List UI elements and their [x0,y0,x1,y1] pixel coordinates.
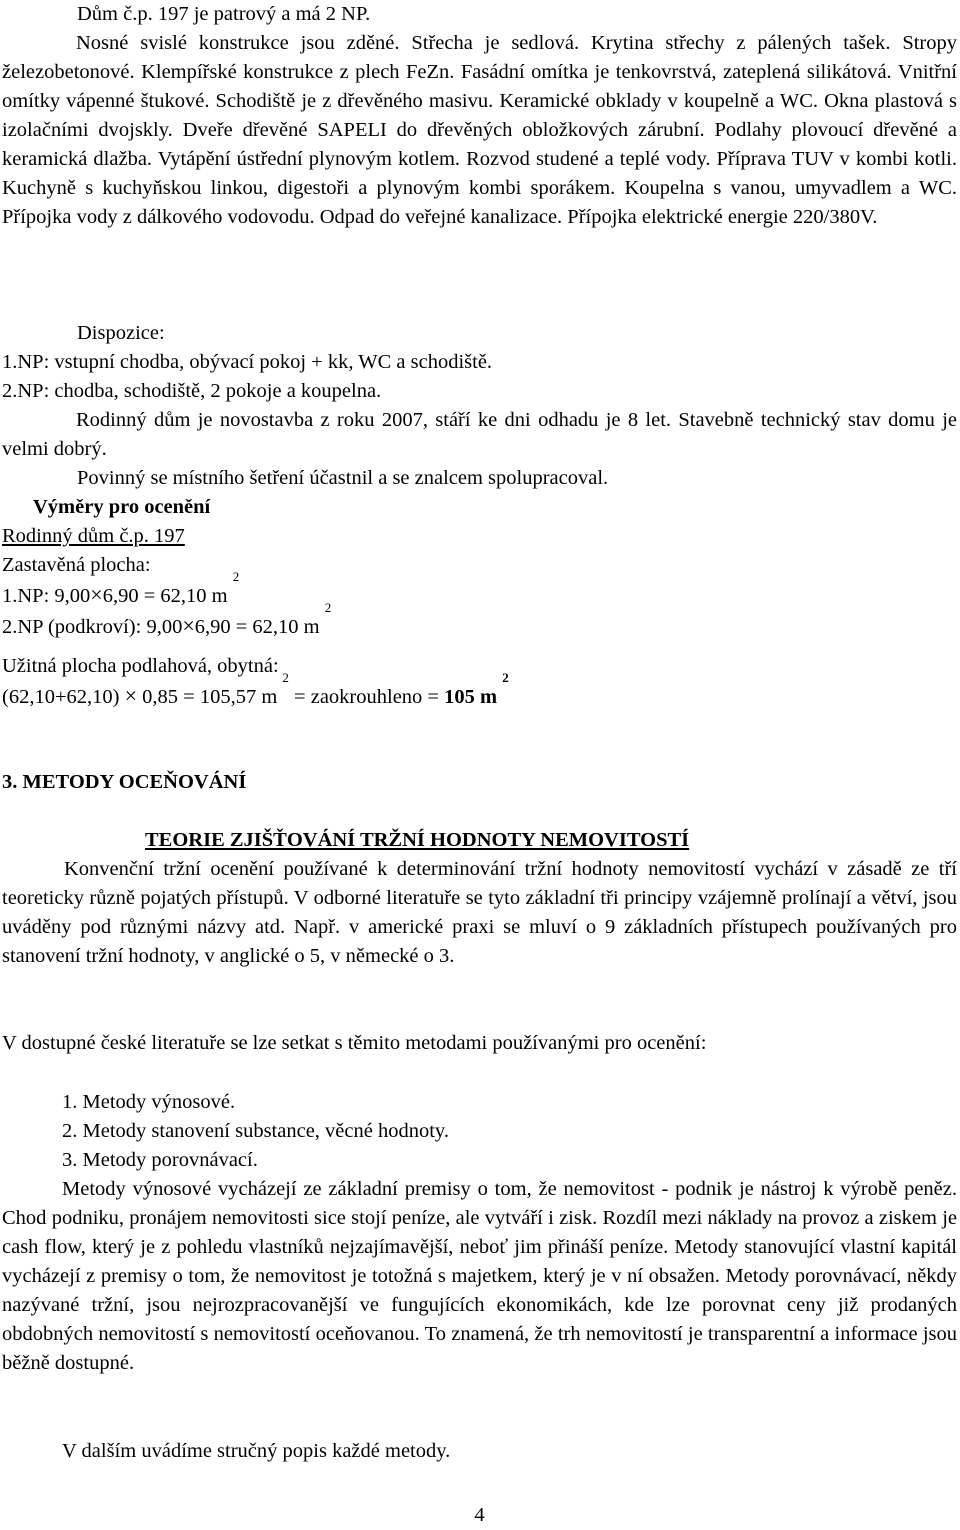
np1-area: 1.NP: 9,00×6,90 = 62,10 m $^2$ [2,569,240,607]
dispozice-label: Dispozice: [77,322,165,344]
vymery-subject: Rodinný dům č.p. 197 [2,525,185,547]
dispozice-block [2,319,957,406]
closing-text: V dalším uvádíme stručný popis každé metody. [62,1440,451,1462]
house-construction-paragraph: Nosné svislé konstrukce jsou zděné. Střecha je sedlová. Krytina střechy z pálených tašek. Stropy železobetonové. Klempířské konstrukce z plech FeZn. Fasádní omítka je tenkovrstvá, zateplená silikátová. Vnitřní omítky vápenné štukové. Schodiště je z dřevěného masivu. Keramické obklady v koupelně a WC. Okna plastová s izolačními dvojskly. Dveře dřevěné SAPELI do dřevěných obložkových zárubní. Podlahy plovoucí dřevěné a keramická dlažba. Vytápění ústřední plynovým kotlem. Rozvod studené a teplé vody. Příprava TUV v kombi kotli. Kuchyně s kuchyňskou linkou, digestoři a plynovým kombi sporákem. Koupelna s vanou, umyvadlem a WC. Přípojka vody z dálkového vodovodu. Odpad do veřejné kanalizace. Přípojka elektrické energie 220/380V. [2,32,957,228]
theory-heading: TEORIE ZJIŠŤOVÁNÍ TRŽNÍ HODNOTY NEMOVITOSTÍ [145,829,690,851]
page-number: 4 [474,1504,485,1526]
house-description [2,0,957,232]
house-intro-line: Dům č.p. 197 je patrový a má 2 NP. [77,3,371,25]
house-age-paragraph: Rodinný dům je novostavba z roku 2007, stáří ke dni odhadu je 8 let. Stavebně technický stav domu je velmi dobrý. [2,409,957,460]
owner-line: Povinný se místního šetření účastnil a se znalcem spolupracoval. [77,467,609,489]
theory-paragraph: Konvenční tržní ocenění používané k determinování tržní hodnoty nemovitostí vychází v zásadě ze tří teoreticky různě pojatých přístupů. V odborné literatuře se tyto základní tři principy vzájemně prolínají a větví, jsou uváděny pod různými názvy atd. Např. v americké praxi se mluví o 9 základních přístupech používaných pro stanovení tržní hodnoty, v anglické o 5, v německé o 3. [2,858,957,967]
owner-paragraph [2,464,957,493]
methods-description-paragraph: Metody výnosové vycházejí ze základní premisy o tom, že nemovitost - podnik je nástroj k výrobě peněz. Chod podniku, pronájem nemovitosti sice stojí peníze, ale vytváří i zisk. Rozdíl mezi náklady na provoz a ziskem je cash flow, který je z pohledu vlastníků nejzajímavější, neboť jim přináší peníze. Metody stanovující vlastní kapitál vycházejí z premisy o tom, že nemovitost je totožná s majetkem, který je v ní obsažen. Metody porovnávací, někdy nazývané tržní, jsou nejrozpracovanější ve fungujících ekonomikách, kde lze porovnat ceny již prodaných obdobných nemovitostí s nemovitostí oceňovanou. To znamená, že trh nemovitostí je transparentní a informace jsou běžně dostupné. [2,1178,957,1374]
method-item-3: 3. Metody porovnávací. [62,1149,258,1171]
method-item-2: 2. Metody stanovení substance, věcné hodnoty. [62,1120,449,1142]
usable-area-formula: (62,10+62,10) × 0,85 = 105,57 m $^2$ = zaokrouhleno = 105 m $^2$ [2,670,509,708]
methods-list [2,1088,957,1175]
usable-area-block [2,652,957,712]
vymery-section [2,493,957,642]
vymery-heading: Výměry pro ocenění [33,496,211,518]
np2-area: 2.NP (podkroví): 9,00×6,90 = 62,10 m $^2$ [2,600,332,638]
dispozice-floor-1: 1.NP: vstupní chodba, obývací pokoj + kk, WC a schodiště. [2,351,493,373]
section-3-title: 3. METODY OCEŇOVÁNÍ [2,771,247,793]
built-area-label: Zastavěná plocha: [2,554,151,576]
methods-intro: V dostupné české literatuře se lze setkat s těmito metodami používanými pro ocenění: [2,1032,707,1054]
dispozice-floor-2: 2.NP: chodba, schodiště, 2 pokoje a koupelna. [2,380,382,402]
method-item-1: 1. Metody výnosové. [62,1091,236,1113]
theory-section [2,826,957,971]
closing-line [2,1437,957,1466]
usable-area-label: Užitná plocha podlahová, obytná: [2,655,279,677]
